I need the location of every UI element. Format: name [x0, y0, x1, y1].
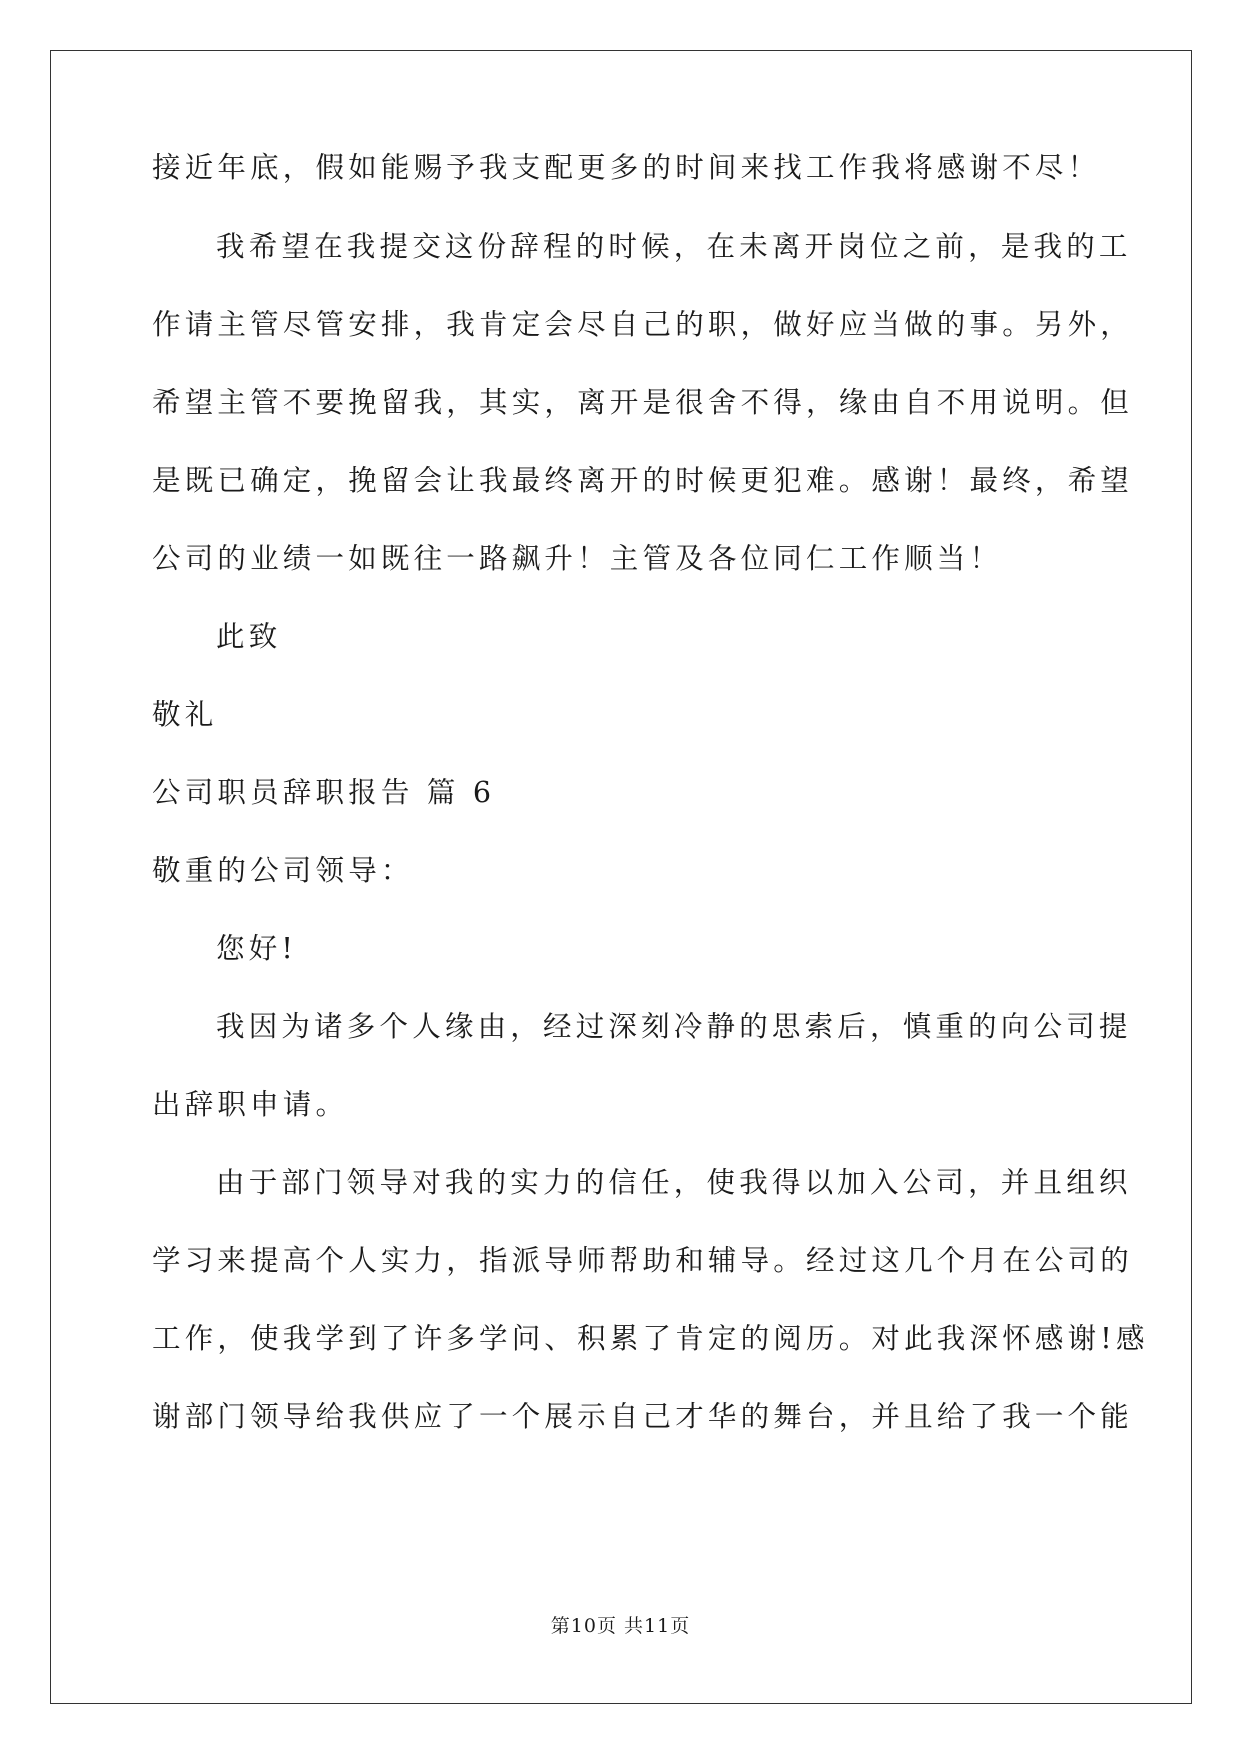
text-line: 出辞职申请。 — [152, 1088, 349, 1121]
text-line: 公司的业绩一如既往一路飙升！主管及各位同仁工作顺当！ — [152, 542, 1003, 575]
paragraph-line: 我因为诸多个人缘由，经过深刻冷静的思索后，慎重的向公司提 — [216, 1010, 1132, 1043]
text-line: 希望主管不要挽留我，其实，离开是很舍不得，缘由自不用说明。但 — [152, 386, 1134, 419]
greeting-addressee: 敬重的公司领导： — [152, 854, 414, 887]
text-line: 工作，使我学到了许多学问、积累了肯定的阅历。对此我深怀感谢!感 — [152, 1322, 1149, 1355]
greeting: 您好! — [216, 932, 298, 965]
section-heading: 公司职员辞职报告 篇 6 — [152, 776, 496, 809]
text-line: 作请主管尽管安排，我肯定会尽自己的职，做好应当做的事。另外， — [152, 308, 1134, 341]
paragraph-line: 我希望在我提交这份辞程的时候，在未离开岗位之前，是我的工 — [216, 230, 1132, 263]
page-number-footer: 第10页 共11页 — [550, 1615, 691, 1637]
paragraph-line: 由于部门领导对我的实力的信任，使我得以加入公司，并且组织 — [216, 1166, 1132, 1199]
closing-regards: 敬礼 — [152, 698, 218, 731]
text-line: 谢部门领导给我供应了一个展示自己才华的舞台，并且给了我一个能 — [152, 1400, 1134, 1433]
text-line: 学习来提高个人实力，指派导师帮助和辅导。经过这几个月在公司的 — [152, 1244, 1134, 1277]
text-line: 接近年底，假如能赐予我支配更多的时间来找工作我将感谢不尽！ — [152, 151, 1101, 184]
closing-salutation: 此致 — [216, 620, 282, 653]
text-line: 是既已确定，挽留会让我最终离开的时候更犯难。感谢！最终，希望 — [152, 464, 1134, 497]
